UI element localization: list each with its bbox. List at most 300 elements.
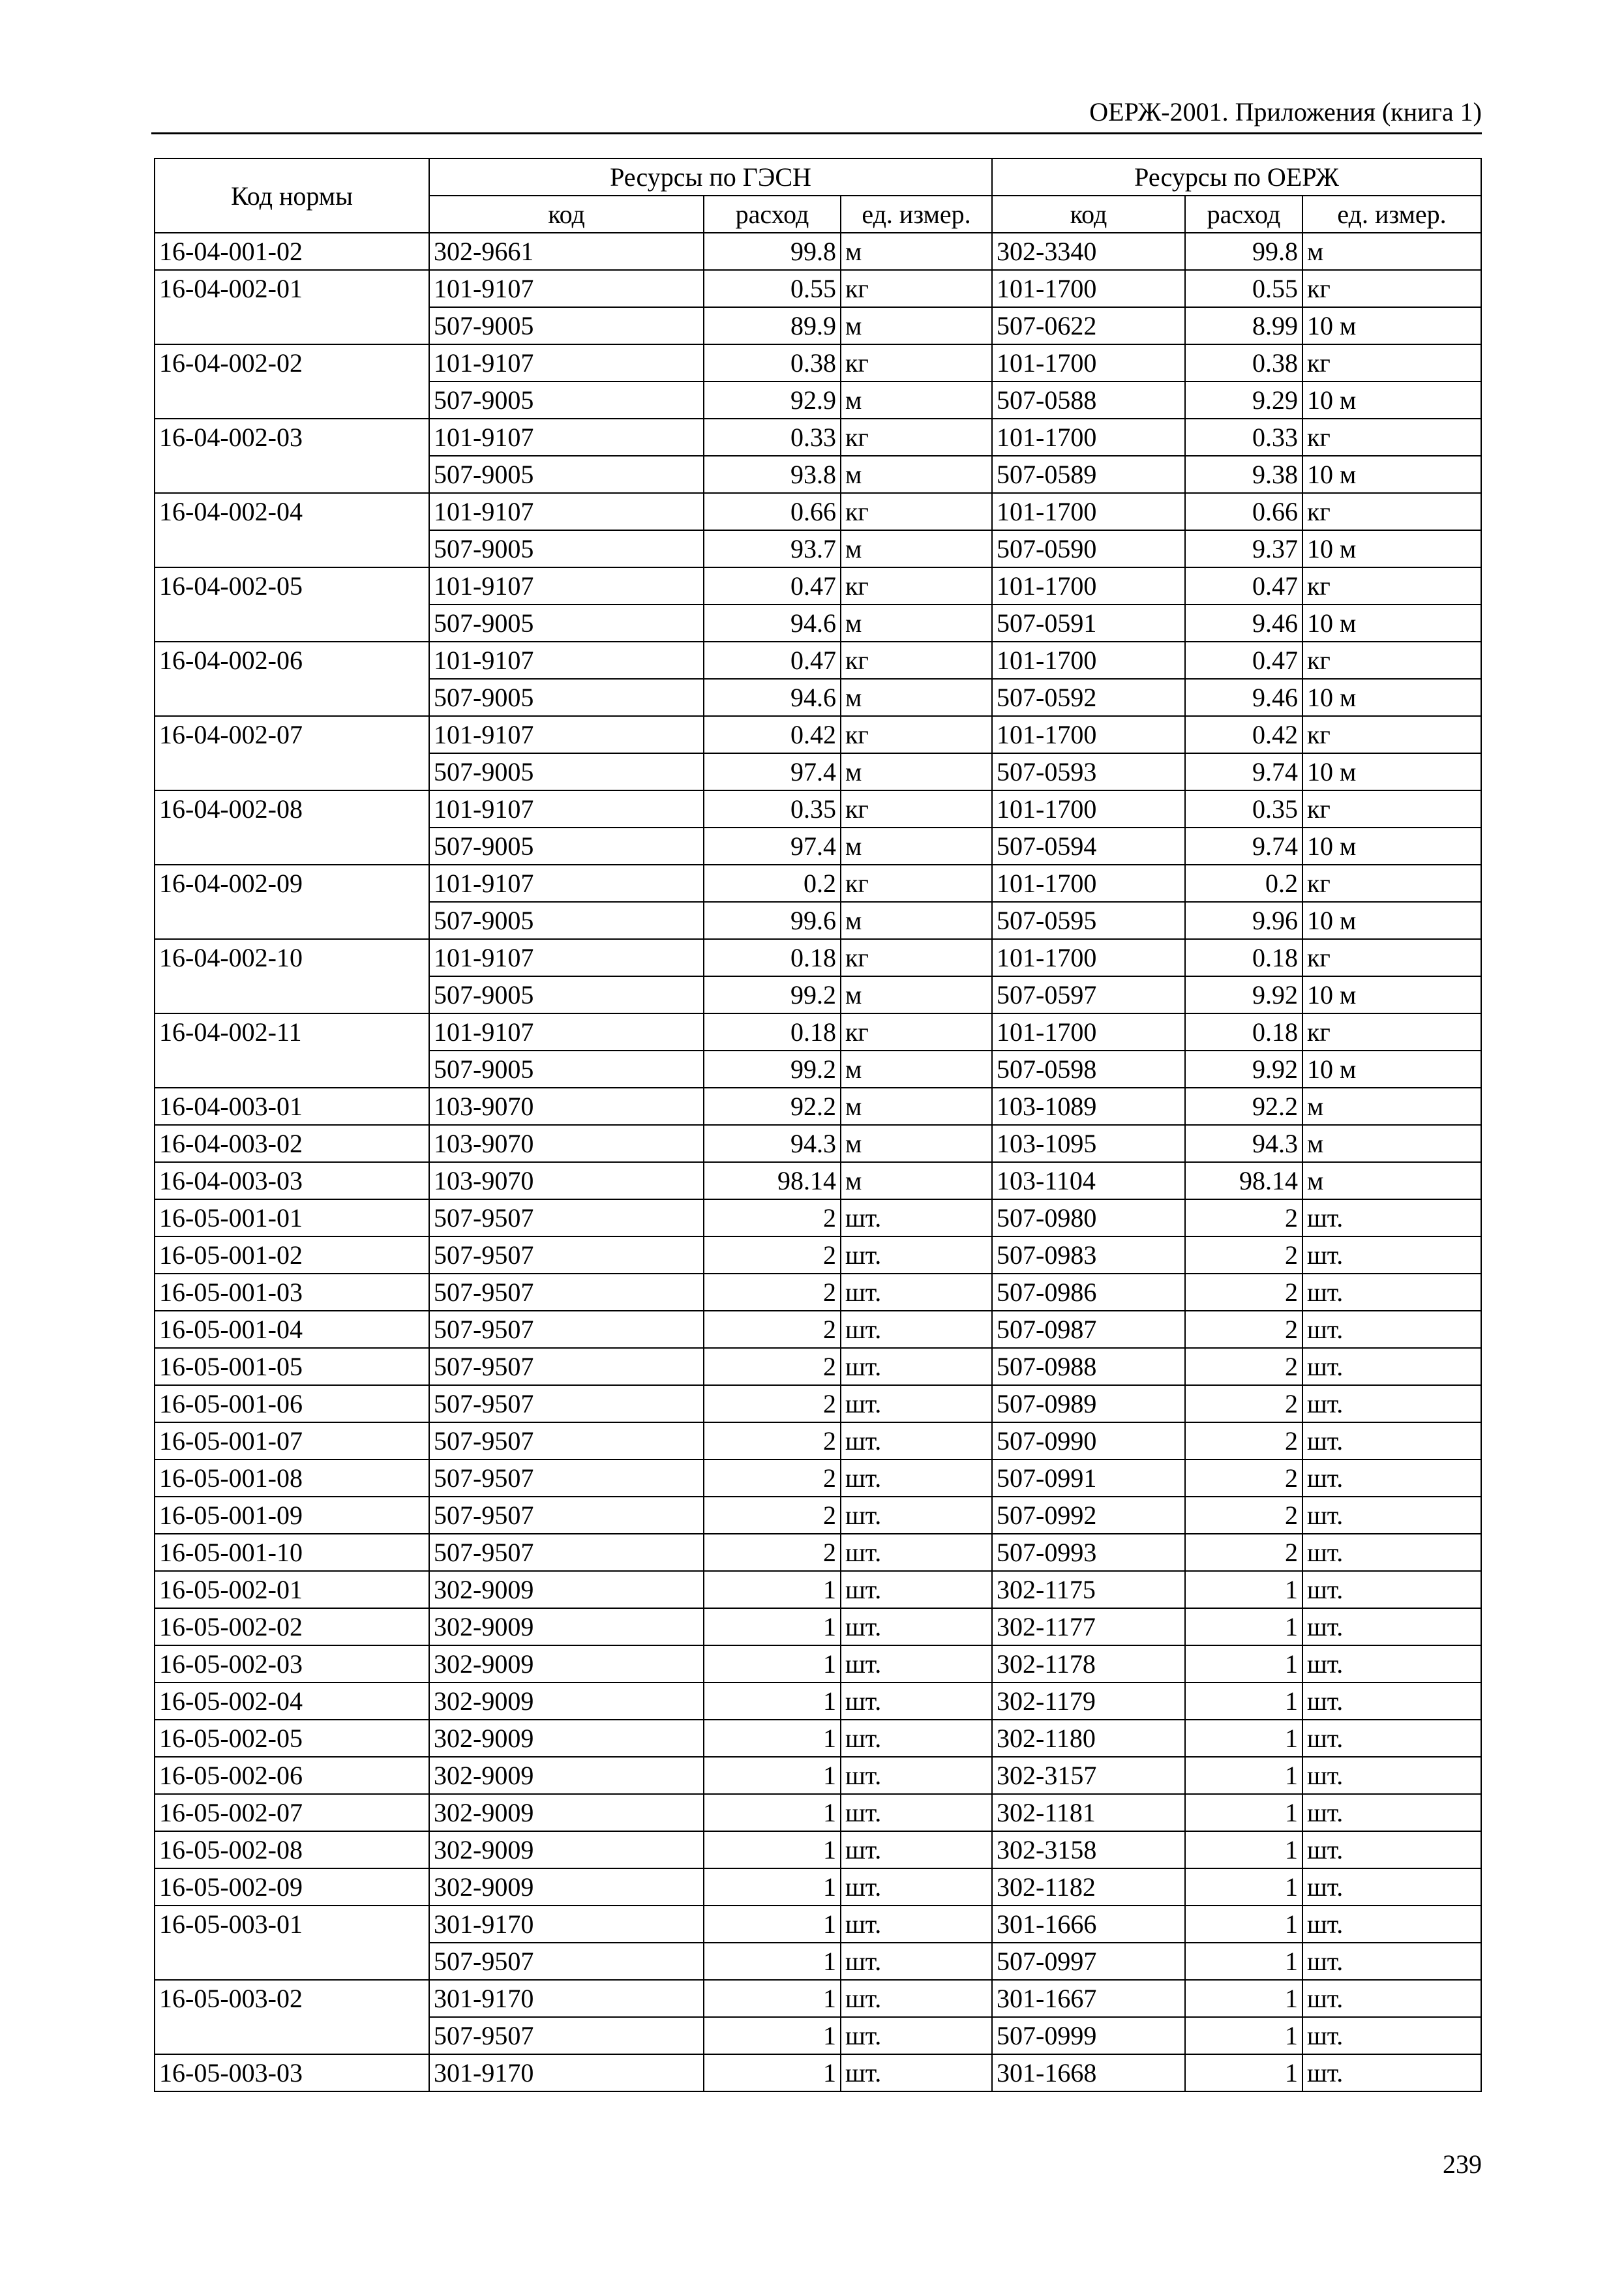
oerzh-code-cell: 302-1181: [992, 1794, 1185, 1831]
table-row: [155, 1757, 1481, 1794]
oerzh-code-cell: 507-0986: [992, 1274, 1185, 1311]
table-row: [155, 1906, 1481, 1943]
header-divider: [151, 132, 1482, 134]
gesn-code-cell: 507-9005: [429, 1051, 704, 1088]
table-row: [155, 1125, 1481, 1162]
gesn-unit-cell: м: [841, 679, 992, 716]
oerzh-code-cell: 507-0622: [992, 307, 1185, 344]
oerzh-code-cell: 101-1700: [992, 642, 1185, 679]
gesn-code-cell: 101-9107: [429, 716, 704, 753]
oerzh-rate-cell: 9.92: [1185, 1051, 1302, 1088]
oerzh-rate-cell: 0.18: [1185, 1013, 1302, 1051]
oerzh-rate-cell: 9.46: [1185, 679, 1302, 716]
table-row: [155, 1162, 1481, 1199]
oerzh-code-cell: 507-0589: [992, 456, 1185, 493]
oerzh-rate-cell: 0.55: [1185, 270, 1302, 307]
gesn-rate-cell: 2: [704, 1459, 841, 1497]
gesn-rate-cell: 0.66: [704, 493, 841, 530]
gesn-code-cell: 103-9070: [429, 1125, 704, 1162]
gesn-unit-cell: м: [841, 828, 992, 865]
gesn-rate-cell: 0.47: [704, 642, 841, 679]
gesn-rate-cell: 0.38: [704, 344, 841, 382]
table-row: [155, 1088, 1481, 1125]
gesn-code-cell: 507-9005: [429, 828, 704, 865]
oerzh-unit-cell: кг: [1302, 790, 1481, 828]
gesn-code-cell: 301-9170: [429, 1906, 704, 1943]
gesn-rate-cell: 99.2: [704, 1051, 841, 1088]
oerzh-unit-cell: м: [1302, 1125, 1481, 1162]
gesn-unit-cell: кг: [841, 270, 992, 307]
norm-code-cell: 16-04-002-01: [155, 270, 429, 344]
norm-code-cell: 16-05-001-08: [155, 1459, 429, 1497]
oerzh-unit-cell: кг: [1302, 1013, 1481, 1051]
gesn-unit-cell: шт.: [841, 1422, 992, 1459]
oerzh-unit-cell: кг: [1302, 270, 1481, 307]
oerzh-unit-cell: м: [1302, 1088, 1481, 1125]
oerzh-rate-cell: 1: [1185, 1831, 1302, 1868]
gesn-code-cell: 101-9107: [429, 939, 704, 976]
oerzh-rate-cell: 94.3: [1185, 1125, 1302, 1162]
oerzh-code-cell: 507-0598: [992, 1051, 1185, 1088]
gesn-unit-cell: шт.: [841, 1980, 992, 2017]
oerzh-unit-cell: шт.: [1302, 1199, 1481, 1236]
gesn-unit-cell: шт.: [841, 1236, 992, 1274]
norm-code-cell: 16-04-002-10: [155, 939, 429, 1013]
oerzh-rate-cell: 0.42: [1185, 716, 1302, 753]
oerzh-rate-cell: 0.47: [1185, 567, 1302, 605]
gesn-rate-cell: 1: [704, 1831, 841, 1868]
gesn-unit-cell: шт.: [841, 2054, 992, 2091]
table-row: [155, 1013, 1481, 1051]
table-row: [155, 270, 1481, 307]
oerzh-code-cell: 103-1095: [992, 1125, 1185, 1162]
gesn-rate-cell: 94.3: [704, 1125, 841, 1162]
group-header-oerzh: Ресурсы по ОЕРЖ: [992, 158, 1481, 196]
oerzh-code-cell: 101-1700: [992, 567, 1185, 605]
gesn-unit-cell: шт.: [841, 2017, 992, 2054]
gesn-code-cell: 103-9070: [429, 1088, 704, 1125]
gesn-rate-cell: 99.2: [704, 976, 841, 1013]
gesn-code-cell: 302-9009: [429, 1831, 704, 1868]
oerzh-code-cell: 507-0590: [992, 530, 1185, 567]
oerzh-unit-cell: шт.: [1302, 1868, 1481, 1906]
oerzh-code-cell: 302-1180: [992, 1720, 1185, 1757]
oerzh-code-cell: 101-1700: [992, 493, 1185, 530]
gesn-code-cell: 302-9009: [429, 1645, 704, 1683]
norm-code-cell: 16-04-002-09: [155, 865, 429, 939]
gesn-code-cell: 507-9005: [429, 605, 704, 642]
oerzh-code-cell: 507-0987: [992, 1311, 1185, 1348]
norm-code-cell: 16-05-002-09: [155, 1868, 429, 1906]
gesn-code-cell: 507-9507: [429, 1311, 704, 1348]
gesn-unit-cell: шт.: [841, 1943, 992, 1980]
gesn-code-cell: 101-9107: [429, 493, 704, 530]
oerzh-code-cell: 302-3340: [992, 233, 1185, 270]
oerzh-rate-cell: 1: [1185, 1943, 1302, 1980]
oerzh-code-cell: 101-1700: [992, 790, 1185, 828]
gesn-rate-cell: 94.6: [704, 605, 841, 642]
oerzh-unit-cell: шт.: [1302, 1422, 1481, 1459]
table-row: [155, 1199, 1481, 1236]
gesn-code-cell: 101-9107: [429, 270, 704, 307]
table-row: [155, 1236, 1481, 1274]
oerzh-rate-cell: 9.29: [1185, 382, 1302, 419]
gesn-unit-cell: шт.: [841, 1534, 992, 1571]
oerzh-unit-cell: 10 м: [1302, 679, 1481, 716]
gesn-code-cell: 302-9009: [429, 1608, 704, 1645]
oerzh-rate-cell: 2: [1185, 1459, 1302, 1497]
table-row: [155, 1720, 1481, 1757]
page-header: ОЕРЖ-2001. Приложения (книга 1): [1089, 97, 1482, 127]
oerzh-unit-cell: 10 м: [1302, 1051, 1481, 1088]
gesn-code-cell: 507-9507: [429, 1348, 704, 1385]
oerzh-code-cell: 507-0983: [992, 1236, 1185, 1274]
oerzh-code-cell: 301-1668: [992, 2054, 1185, 2091]
norm-code-cell: 16-05-002-04: [155, 1683, 429, 1720]
oerzh-code-cell: 507-0595: [992, 902, 1185, 939]
gesn-rate-cell: 97.4: [704, 753, 841, 790]
gesn-unit-cell: шт.: [841, 1571, 992, 1608]
column-header-oerzh-unit: ед. измер.: [1302, 196, 1481, 233]
norm-code-cell: 16-04-003-01: [155, 1088, 429, 1125]
table-row: [155, 865, 1481, 902]
oerzh-unit-cell: шт.: [1302, 1645, 1481, 1683]
gesn-unit-cell: кг: [841, 865, 992, 902]
oerzh-rate-cell: 99.8: [1185, 233, 1302, 270]
gesn-code-cell: 101-9107: [429, 1013, 704, 1051]
gesn-rate-cell: 1: [704, 1980, 841, 2017]
gesn-unit-cell: шт.: [841, 1831, 992, 1868]
gesn-rate-cell: 2: [704, 1199, 841, 1236]
gesn-unit-cell: м: [841, 605, 992, 642]
norm-code-cell: 16-05-003-03: [155, 2054, 429, 2091]
oerzh-code-cell: 302-1177: [992, 1608, 1185, 1645]
column-header-gesn-unit: ед. измер.: [841, 196, 992, 233]
table-row: [155, 1645, 1481, 1683]
gesn-unit-cell: шт.: [841, 1868, 992, 1906]
oerzh-code-cell: 507-0980: [992, 1199, 1185, 1236]
gesn-rate-cell: 2: [704, 1534, 841, 1571]
table-row: [155, 790, 1481, 828]
oerzh-rate-cell: 0.18: [1185, 939, 1302, 976]
oerzh-unit-cell: шт.: [1302, 1720, 1481, 1757]
table-row: [155, 2054, 1481, 2091]
gesn-code-cell: 302-9661: [429, 233, 704, 270]
gesn-code-cell: 101-9107: [429, 642, 704, 679]
norm-code-cell: 16-05-002-01: [155, 1571, 429, 1608]
gesn-unit-cell: шт.: [841, 1645, 992, 1683]
oerzh-rate-cell: 1: [1185, 1608, 1302, 1645]
oerzh-unit-cell: шт.: [1302, 1757, 1481, 1794]
gesn-rate-cell: 1: [704, 1943, 841, 1980]
gesn-rate-cell: 1: [704, 1645, 841, 1683]
gesn-unit-cell: шт.: [841, 1794, 992, 1831]
norm-code-cell: 16-04-002-11: [155, 1013, 429, 1088]
gesn-unit-cell: кг: [841, 939, 992, 976]
gesn-code-cell: 302-9009: [429, 1868, 704, 1906]
gesn-code-cell: 507-9507: [429, 1943, 704, 1980]
gesn-rate-cell: 92.2: [704, 1088, 841, 1125]
gesn-unit-cell: шт.: [841, 1683, 992, 1720]
oerzh-code-cell: 101-1700: [992, 270, 1185, 307]
oerzh-rate-cell: 1: [1185, 1868, 1302, 1906]
gesn-unit-cell: шт.: [841, 1497, 992, 1534]
oerzh-code-cell: 101-1700: [992, 419, 1185, 456]
oerzh-rate-cell: 1: [1185, 1571, 1302, 1608]
gesn-code-cell: 507-9005: [429, 382, 704, 419]
oerzh-unit-cell: м: [1302, 1162, 1481, 1199]
gesn-code-cell: 101-9107: [429, 419, 704, 456]
oerzh-unit-cell: шт.: [1302, 1943, 1481, 1980]
oerzh-unit-cell: 10 м: [1302, 530, 1481, 567]
norm-code-cell: 16-05-002-06: [155, 1757, 429, 1794]
table-row: [155, 1980, 1481, 2017]
oerzh-code-cell: 302-1175: [992, 1571, 1185, 1608]
oerzh-rate-cell: 9.37: [1185, 530, 1302, 567]
table-row: [155, 233, 1481, 270]
oerzh-unit-cell: 10 м: [1302, 828, 1481, 865]
gesn-code-cell: 302-9009: [429, 1720, 704, 1757]
oerzh-rate-cell: 9.38: [1185, 456, 1302, 493]
norm-code-cell: 16-05-001-07: [155, 1422, 429, 1459]
gesn-rate-cell: 92.9: [704, 382, 841, 419]
gesn-unit-cell: кг: [841, 642, 992, 679]
group-header-gesn: Ресурсы по ГЭСН: [429, 158, 992, 196]
gesn-rate-cell: 1: [704, 1757, 841, 1794]
oerzh-unit-cell: шт.: [1302, 1794, 1481, 1831]
gesn-rate-cell: 2: [704, 1385, 841, 1422]
norm-code-cell: 16-05-001-02: [155, 1236, 429, 1274]
norm-code-cell: 16-04-003-02: [155, 1125, 429, 1162]
oerzh-rate-cell: 9.92: [1185, 976, 1302, 1013]
oerzh-rate-cell: 1: [1185, 1906, 1302, 1943]
gesn-code-cell: 101-9107: [429, 865, 704, 902]
oerzh-rate-cell: 1: [1185, 1720, 1302, 1757]
table-row: [155, 1348, 1481, 1385]
gesn-unit-cell: кг: [841, 567, 992, 605]
oerzh-code-cell: 507-0597: [992, 976, 1185, 1013]
oerzh-unit-cell: шт.: [1302, 1906, 1481, 1943]
gesn-rate-cell: 93.7: [704, 530, 841, 567]
oerzh-unit-cell: кг: [1302, 567, 1481, 605]
gesn-rate-cell: 2: [704, 1236, 841, 1274]
gesn-code-cell: 302-9009: [429, 1794, 704, 1831]
gesn-code-cell: 507-9507: [429, 1534, 704, 1571]
gesn-unit-cell: м: [841, 976, 992, 1013]
gesn-unit-cell: шт.: [841, 1459, 992, 1497]
norm-code-cell: 16-05-003-02: [155, 1980, 429, 2054]
norm-code-cell: 16-05-001-09: [155, 1497, 429, 1534]
oerzh-rate-cell: 1: [1185, 1980, 1302, 2017]
gesn-unit-cell: кг: [841, 419, 992, 456]
oerzh-rate-cell: 1: [1185, 1683, 1302, 1720]
gesn-unit-cell: шт.: [841, 1348, 992, 1385]
oerzh-rate-cell: 2: [1185, 1534, 1302, 1571]
oerzh-unit-cell: шт.: [1302, 2017, 1481, 2054]
gesn-unit-cell: кг: [841, 1013, 992, 1051]
oerzh-code-cell: 507-0999: [992, 2017, 1185, 2054]
norm-code-cell: 16-04-002-04: [155, 493, 429, 567]
oerzh-unit-cell: кг: [1302, 344, 1481, 382]
gesn-unit-cell: шт.: [841, 1608, 992, 1645]
oerzh-code-cell: 301-1666: [992, 1906, 1185, 1943]
gesn-rate-cell: 0.35: [704, 790, 841, 828]
oerzh-code-cell: 507-0593: [992, 753, 1185, 790]
norm-code-cell: 16-04-002-06: [155, 642, 429, 716]
oerzh-unit-cell: шт.: [1302, 1311, 1481, 1348]
oerzh-code-cell: 302-1178: [992, 1645, 1185, 1683]
gesn-unit-cell: м: [841, 753, 992, 790]
norm-code-cell: 16-04-002-02: [155, 344, 429, 419]
table-row: [155, 1831, 1481, 1868]
table-row: [155, 1385, 1481, 1422]
gesn-unit-cell: м: [841, 456, 992, 493]
oerzh-unit-cell: шт.: [1302, 1385, 1481, 1422]
resource-table: [154, 158, 1482, 2092]
gesn-rate-cell: 2: [704, 1311, 841, 1348]
column-header-oerzh-code: код: [992, 196, 1185, 233]
oerzh-rate-cell: 2: [1185, 1274, 1302, 1311]
norm-code-cell: 16-05-002-03: [155, 1645, 429, 1683]
gesn-unit-cell: м: [841, 307, 992, 344]
norm-code-cell: 16-05-001-06: [155, 1385, 429, 1422]
oerzh-rate-cell: 1: [1185, 1645, 1302, 1683]
gesn-rate-cell: 1: [704, 1608, 841, 1645]
oerzh-unit-cell: 10 м: [1302, 605, 1481, 642]
gesn-rate-cell: 0.33: [704, 419, 841, 456]
gesn-unit-cell: м: [841, 530, 992, 567]
gesn-code-cell: 507-9507: [429, 1385, 704, 1422]
oerzh-rate-cell: 1: [1185, 2054, 1302, 2091]
oerzh-code-cell: 507-0992: [992, 1497, 1185, 1534]
gesn-unit-cell: м: [841, 1125, 992, 1162]
gesn-rate-cell: 1: [704, 1906, 841, 1943]
oerzh-rate-cell: 2: [1185, 1311, 1302, 1348]
gesn-unit-cell: шт.: [841, 1385, 992, 1422]
oerzh-unit-cell: шт.: [1302, 1497, 1481, 1534]
oerzh-code-cell: 507-0988: [992, 1348, 1185, 1385]
oerzh-unit-cell: 10 м: [1302, 307, 1481, 344]
oerzh-unit-cell: 10 м: [1302, 456, 1481, 493]
table-row: [155, 1422, 1481, 1459]
oerzh-unit-cell: шт.: [1302, 1608, 1481, 1645]
oerzh-unit-cell: кг: [1302, 642, 1481, 679]
column-header-gesn-rate: расход: [704, 196, 841, 233]
oerzh-code-cell: 101-1700: [992, 344, 1185, 382]
gesn-rate-cell: 1: [704, 2054, 841, 2091]
gesn-rate-cell: 1: [704, 1571, 841, 1608]
table-row: [155, 419, 1481, 456]
oerzh-code-cell: 101-1700: [992, 716, 1185, 753]
oerzh-rate-cell: 0.2: [1185, 865, 1302, 902]
oerzh-code-cell: 507-0588: [992, 382, 1185, 419]
gesn-code-cell: 101-9107: [429, 567, 704, 605]
norm-code-cell: 16-05-001-03: [155, 1274, 429, 1311]
oerzh-rate-cell: 0.38: [1185, 344, 1302, 382]
table-row: [155, 1794, 1481, 1831]
gesn-code-cell: 507-9507: [429, 2017, 704, 2054]
gesn-code-cell: 507-9005: [429, 753, 704, 790]
gesn-code-cell: 507-9507: [429, 1199, 704, 1236]
oerzh-unit-cell: 10 м: [1302, 902, 1481, 939]
oerzh-unit-cell: шт.: [1302, 1236, 1481, 1274]
oerzh-code-cell: 101-1700: [992, 1013, 1185, 1051]
gesn-rate-cell: 98.14: [704, 1162, 841, 1199]
gesn-unit-cell: шт.: [841, 1199, 992, 1236]
norm-code-cell: 16-05-002-08: [155, 1831, 429, 1868]
oerzh-rate-cell: 2: [1185, 1497, 1302, 1534]
gesn-unit-cell: м: [841, 1051, 992, 1088]
gesn-rate-cell: 94.6: [704, 679, 841, 716]
oerzh-code-cell: 302-1182: [992, 1868, 1185, 1906]
norm-code-cell: 16-05-002-05: [155, 1720, 429, 1757]
table-row: [155, 344, 1481, 382]
gesn-rate-cell: 1: [704, 1794, 841, 1831]
oerzh-code-cell: 507-0997: [992, 1943, 1185, 1980]
table-body: [155, 233, 1481, 2091]
gesn-code-cell: 507-9005: [429, 456, 704, 493]
gesn-rate-cell: 0.42: [704, 716, 841, 753]
norm-code-cell: 16-04-002-07: [155, 716, 429, 790]
gesn-rate-cell: 0.2: [704, 865, 841, 902]
oerzh-rate-cell: 1: [1185, 1794, 1302, 1831]
oerzh-code-cell: 302-1179: [992, 1683, 1185, 1720]
gesn-rate-cell: 0.47: [704, 567, 841, 605]
table-row: [155, 1571, 1481, 1608]
oerzh-rate-cell: 92.2: [1185, 1088, 1302, 1125]
oerzh-rate-cell: 0.35: [1185, 790, 1302, 828]
oerzh-unit-cell: шт.: [1302, 1683, 1481, 1720]
gesn-code-cell: 507-9005: [429, 976, 704, 1013]
gesn-rate-cell: 99.6: [704, 902, 841, 939]
table-row: [155, 567, 1481, 605]
oerzh-rate-cell: 9.74: [1185, 753, 1302, 790]
table-row: [155, 1868, 1481, 1906]
gesn-unit-cell: кг: [841, 344, 992, 382]
oerzh-unit-cell: шт.: [1302, 2054, 1481, 2091]
gesn-unit-cell: кг: [841, 716, 992, 753]
gesn-code-cell: 507-9507: [429, 1274, 704, 1311]
gesn-unit-cell: м: [841, 1088, 992, 1125]
gesn-code-cell: 103-9070: [429, 1162, 704, 1199]
gesn-rate-cell: 0.55: [704, 270, 841, 307]
norm-code-cell: 16-04-002-05: [155, 567, 429, 642]
oerzh-rate-cell: 98.14: [1185, 1162, 1302, 1199]
oerzh-unit-cell: шт.: [1302, 1831, 1481, 1868]
gesn-code-cell: 507-9005: [429, 679, 704, 716]
gesn-code-cell: 302-9009: [429, 1683, 704, 1720]
gesn-unit-cell: шт.: [841, 1274, 992, 1311]
table-row: [155, 1534, 1481, 1571]
oerzh-code-cell: 301-1667: [992, 1980, 1185, 2017]
norm-code-cell: 16-05-003-01: [155, 1906, 429, 1980]
table-row: [155, 642, 1481, 679]
oerzh-rate-cell: 0.47: [1185, 642, 1302, 679]
norm-code-cell: 16-04-002-08: [155, 790, 429, 865]
oerzh-unit-cell: кг: [1302, 865, 1481, 902]
oerzh-rate-cell: 9.46: [1185, 605, 1302, 642]
table-row: [155, 1683, 1481, 1720]
gesn-unit-cell: м: [841, 233, 992, 270]
oerzh-unit-cell: шт.: [1302, 1534, 1481, 1571]
gesn-unit-cell: м: [841, 902, 992, 939]
oerzh-rate-cell: 2: [1185, 1236, 1302, 1274]
oerzh-code-cell: 103-1104: [992, 1162, 1185, 1199]
norm-code-cell: 16-05-001-04: [155, 1311, 429, 1348]
gesn-code-cell: 507-9005: [429, 902, 704, 939]
norm-code-cell: 16-05-001-05: [155, 1348, 429, 1385]
oerzh-rate-cell: 0.66: [1185, 493, 1302, 530]
